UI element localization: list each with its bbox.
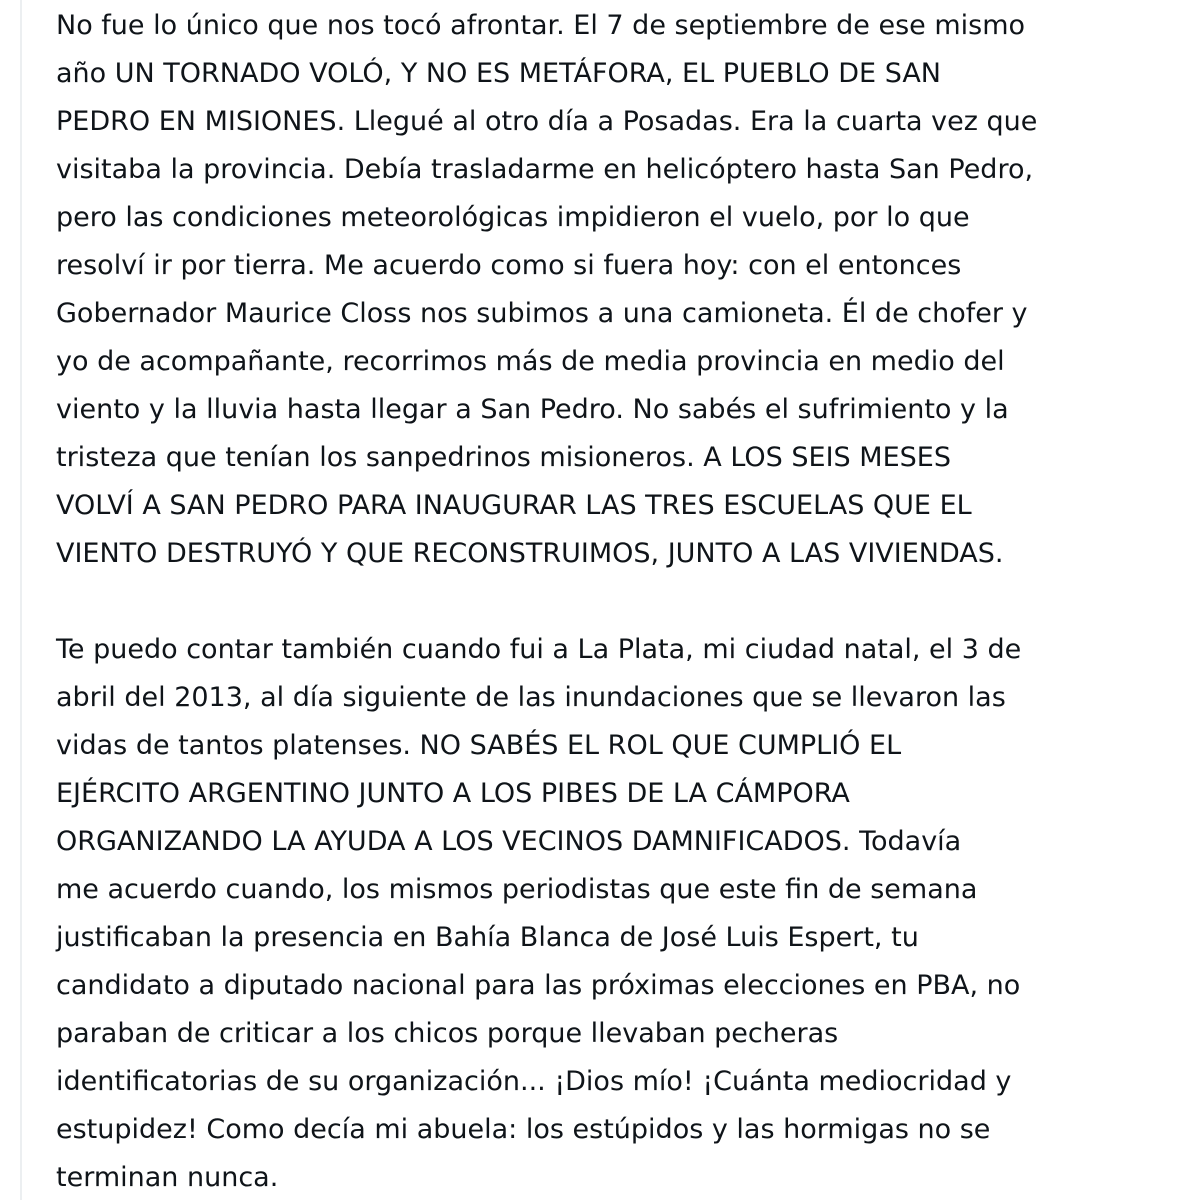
text-line: visitaba la provincia. Debía trasladarme en helicóptero hasta San Pedro,: [56, 154, 1034, 185]
text-line: me acuerdo cuando, los mismos periodistas que este fin de semana: [56, 874, 978, 905]
text-line: ORGANIZANDO LA AYUDA A LOS VECINOS DAMNIFICADOS. Todavía: [56, 826, 962, 857]
text-line: Te puedo contar también cuando fui a La Plata, mi ciudad natal, el 3 de: [56, 634, 1022, 665]
text-line: terminan nunca.: [56, 1162, 279, 1193]
text-line: año UN TORNADO VOLÓ, Y NO ES METÁFORA, EL PUEBLO DE SAN: [56, 58, 942, 89]
text-line: VOLVÍ A SAN PEDRO PARA INAUGURAR LAS TRES ESCUELAS QUE EL: [56, 490, 972, 521]
post-text: [56, 2, 1192, 1200]
text-line: identificatorias de su organización... ¡Dios mío! ¡Cuánta mediocridad y: [56, 1066, 1012, 1097]
text-line: vidas de tantos platenses. NO SABÉS EL ROL QUE CUMPLIÓ EL: [56, 730, 902, 761]
text-line: candidato a diputado nacional para las próximas elecciones en PBA, no: [56, 970, 1021, 1001]
text-line: justificaban la presencia en Bahía Blanca de José Luis Espert, tu: [56, 922, 919, 953]
text-line: VIENTO DESTRUYÓ Y QUE RECONSTRUIMOS, JUNTO A LAS VIVIENDAS.: [56, 538, 1004, 569]
text-line: estupidez! Como decía mi abuela: los estúpidos y las hormigas no se: [56, 1114, 991, 1145]
text-line: tristeza que tenían los sanpedrinos misioneros. A LOS SEIS MESES: [56, 442, 951, 473]
text-line: No fue lo único que nos tocó afrontar. El 7 de septiembre de ese mismo: [56, 10, 1026, 41]
text-line: resolví ir por tierra. Me acuerdo como si fuera hoy: con el entonces: [56, 250, 962, 281]
text-line: paraban de criticar a los chicos porque llevaban pecheras: [56, 1018, 839, 1049]
text-line: EJÉRCITO ARGENTINO JUNTO A LOS PIBES DE LA CÁMPORA: [56, 778, 850, 809]
text-line: PEDRO EN MISIONES. Llegué al otro día a Posadas. Era la cuarta vez que: [56, 106, 1038, 137]
paragraph-gap: [56, 578, 1192, 626]
thread-line: [20, 0, 22, 1200]
text-line: yo de acompañante, recorrimos más de media provincia en medio del: [56, 346, 1005, 377]
text-line: abril del 2013, al día siguiente de las inundaciones que se llevaron las: [56, 682, 1006, 713]
text-line: pero las condiciones meteorológicas impidieron el vuelo, por lo que: [56, 202, 970, 233]
text-line: viento y la lluvia hasta llegar a San Pedro. No sabés el sufrimiento y la: [56, 394, 1009, 425]
text-line: Gobernador Maurice Closs nos subimos a una camioneta. Él de chofer y: [56, 298, 1028, 329]
